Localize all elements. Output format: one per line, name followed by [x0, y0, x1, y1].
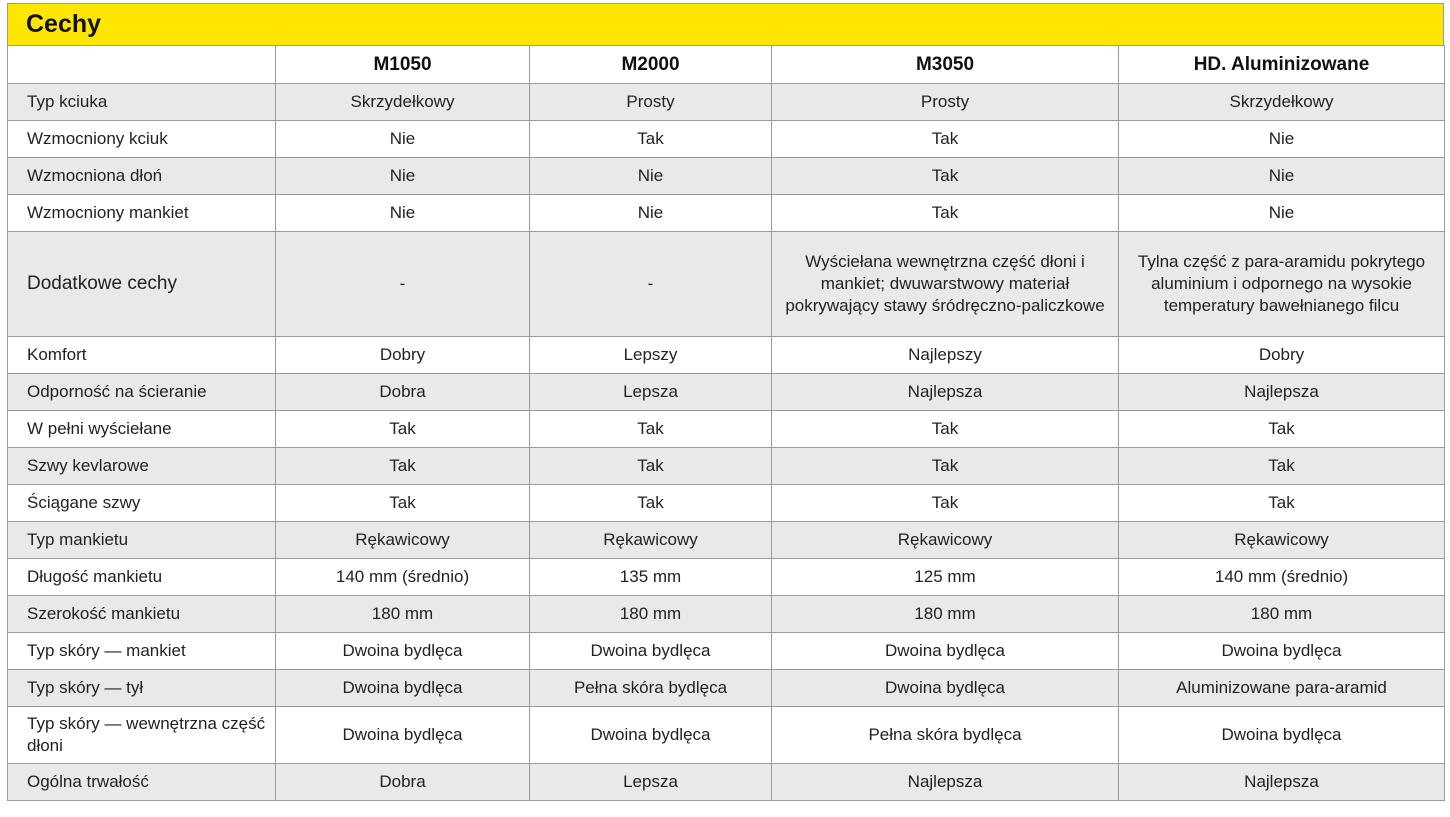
table-cell: 180 mm	[1119, 596, 1445, 633]
row-label: Komfort	[8, 337, 276, 374]
table-cell: Nie	[276, 158, 530, 195]
table-cell: Tak	[530, 411, 772, 448]
table-row	[8, 121, 1445, 158]
table-cell: Dwoina bydlęca	[530, 633, 772, 670]
row-label: Dodatkowe cechy	[8, 232, 276, 337]
row-label: Typ kciuka	[8, 84, 276, 121]
table-row	[8, 411, 1445, 448]
table-cell: Tak	[530, 121, 772, 158]
table-row	[8, 670, 1445, 707]
table-cell: Tak	[772, 195, 1119, 232]
table-row	[8, 485, 1445, 522]
table-row	[8, 764, 1445, 801]
table-cell: 180 mm	[530, 596, 772, 633]
table-cell: Najlepsza	[1119, 374, 1445, 411]
table-cell: Nie	[530, 195, 772, 232]
row-label: Długość mankietu	[8, 559, 276, 596]
table-cell: Nie	[530, 158, 772, 195]
table-cell: Dwoina bydlęca	[772, 670, 1119, 707]
table-cell: 140 mm (średnio)	[1119, 559, 1445, 596]
row-label: Ogólna trwałość	[8, 764, 276, 801]
table-row	[8, 374, 1445, 411]
row-label: Typ skóry — wewnętrzna część dłoni	[8, 707, 276, 764]
table-cell: Tak	[1119, 485, 1445, 522]
row-label: Odporność na ścieranie	[8, 374, 276, 411]
table-cell: Nie	[1119, 121, 1445, 158]
table-cell: Dwoina bydlęca	[276, 670, 530, 707]
features-table-container	[7, 3, 1444, 801]
table-cell: Lepsza	[530, 374, 772, 411]
row-label: Wzmocniona dłoń	[8, 158, 276, 195]
table-cell: 180 mm	[772, 596, 1119, 633]
table-cell: Aluminizowane para-aramid	[1119, 670, 1445, 707]
table-cell: Nie	[276, 121, 530, 158]
table-cell: Pełna skóra bydlęca	[530, 670, 772, 707]
table-cell: Nie	[1119, 195, 1445, 232]
table-cell: Dobra	[276, 374, 530, 411]
header-cell-empty	[8, 46, 276, 84]
row-label: Szerokość mankietu	[8, 596, 276, 633]
table-cell: Lepszy	[530, 337, 772, 374]
table-cell: Dwoina bydlęca	[1119, 707, 1445, 764]
table-row	[8, 158, 1445, 195]
row-label: Wzmocniony mankiet	[8, 195, 276, 232]
header-cell-hd-aluminizowane: HD. Aluminizowane	[1119, 46, 1445, 84]
table-cell: Najlepsza	[772, 374, 1119, 411]
table-cell: Najlepsza	[1119, 764, 1445, 801]
table-cell: 135 mm	[530, 559, 772, 596]
table-cell: Najlepsza	[772, 764, 1119, 801]
table-row	[8, 633, 1445, 670]
table-cell: Najlepszy	[772, 337, 1119, 374]
table-cell: Dwoina bydlęca	[1119, 633, 1445, 670]
table-row	[8, 232, 1445, 337]
table-cell: Dwoina bydlęca	[772, 633, 1119, 670]
table-row	[8, 337, 1445, 374]
table-cell: Tak	[772, 158, 1119, 195]
table-cell: 180 mm	[276, 596, 530, 633]
table-cell: Dwoina bydlęca	[276, 633, 530, 670]
table-cell: 140 mm (średnio)	[276, 559, 530, 596]
table-cell: Tak	[276, 448, 530, 485]
table-cell: Rękawicowy	[276, 522, 530, 559]
row-label: Typ skóry — mankiet	[8, 633, 276, 670]
table-cell: Rękawicowy	[1119, 522, 1445, 559]
header-cell-m2000: M2000	[530, 46, 772, 84]
table-row	[8, 84, 1445, 121]
table-row	[8, 195, 1445, 232]
table-cell: 125 mm	[772, 559, 1119, 596]
table-cell: Tak	[772, 411, 1119, 448]
table-cell: Tak	[276, 485, 530, 522]
table-row	[8, 448, 1445, 485]
header-cell-m3050: M3050	[772, 46, 1119, 84]
table-cell: Tak	[530, 485, 772, 522]
row-label: Ściągane szwy	[8, 485, 276, 522]
table-cell: Dwoina bydlęca	[530, 707, 772, 764]
table-cell: Tak	[772, 121, 1119, 158]
table-cell: Tak	[772, 448, 1119, 485]
table-cell: Rękawicowy	[530, 522, 772, 559]
table-cell: Dobry	[1119, 337, 1445, 374]
table-cell: Dobra	[276, 764, 530, 801]
table-row	[8, 707, 1445, 764]
row-label: Typ skóry — tył	[8, 670, 276, 707]
table-cell: -	[530, 232, 772, 337]
table-cell: Tak	[1119, 448, 1445, 485]
table-cell: -	[276, 232, 530, 337]
table-row	[8, 522, 1445, 559]
table-cell: Dwoina bydlęca	[276, 707, 530, 764]
header-row	[8, 46, 1445, 84]
table-cell: Rękawicowy	[772, 522, 1119, 559]
table-cell: Tak	[276, 411, 530, 448]
table-cell: Nie	[276, 195, 530, 232]
table-cell: Wyściełana wewnętrzna część dłoni i mankiet; dwuwarstwowy materiał pokrywający stawy śródręczno-paliczkowe	[772, 232, 1119, 337]
header-cell-m1050: M1050	[276, 46, 530, 84]
table-cell: Prosty	[772, 84, 1119, 121]
table-cell: Dobry	[276, 337, 530, 374]
row-label: Szwy kevlarowe	[8, 448, 276, 485]
table-title: Cechy	[26, 10, 102, 38]
table-cell: Nie	[1119, 158, 1445, 195]
table-cell: Skrzydełkowy	[1119, 84, 1445, 121]
row-label: W pełni wyściełane	[8, 411, 276, 448]
row-label: Wzmocniony kciuk	[8, 121, 276, 158]
table-cell: Pełna skóra bydlęca	[772, 707, 1119, 764]
table-cell: Skrzydełkowy	[276, 84, 530, 121]
table-row	[8, 596, 1445, 633]
table-cell: Prosty	[530, 84, 772, 121]
features-table	[7, 45, 1445, 801]
table-cell: Tak	[530, 448, 772, 485]
table-row	[8, 559, 1445, 596]
table-cell: Tak	[1119, 411, 1445, 448]
table-cell: Lepsza	[530, 764, 772, 801]
table-title-bar	[7, 3, 1444, 45]
table-cell: Tylna część z para-aramidu pokrytego aluminium i odpornego na wysokie temperatury bawełnianego filcu	[1119, 232, 1445, 337]
table-cell: Tak	[772, 485, 1119, 522]
row-label: Typ mankietu	[8, 522, 276, 559]
